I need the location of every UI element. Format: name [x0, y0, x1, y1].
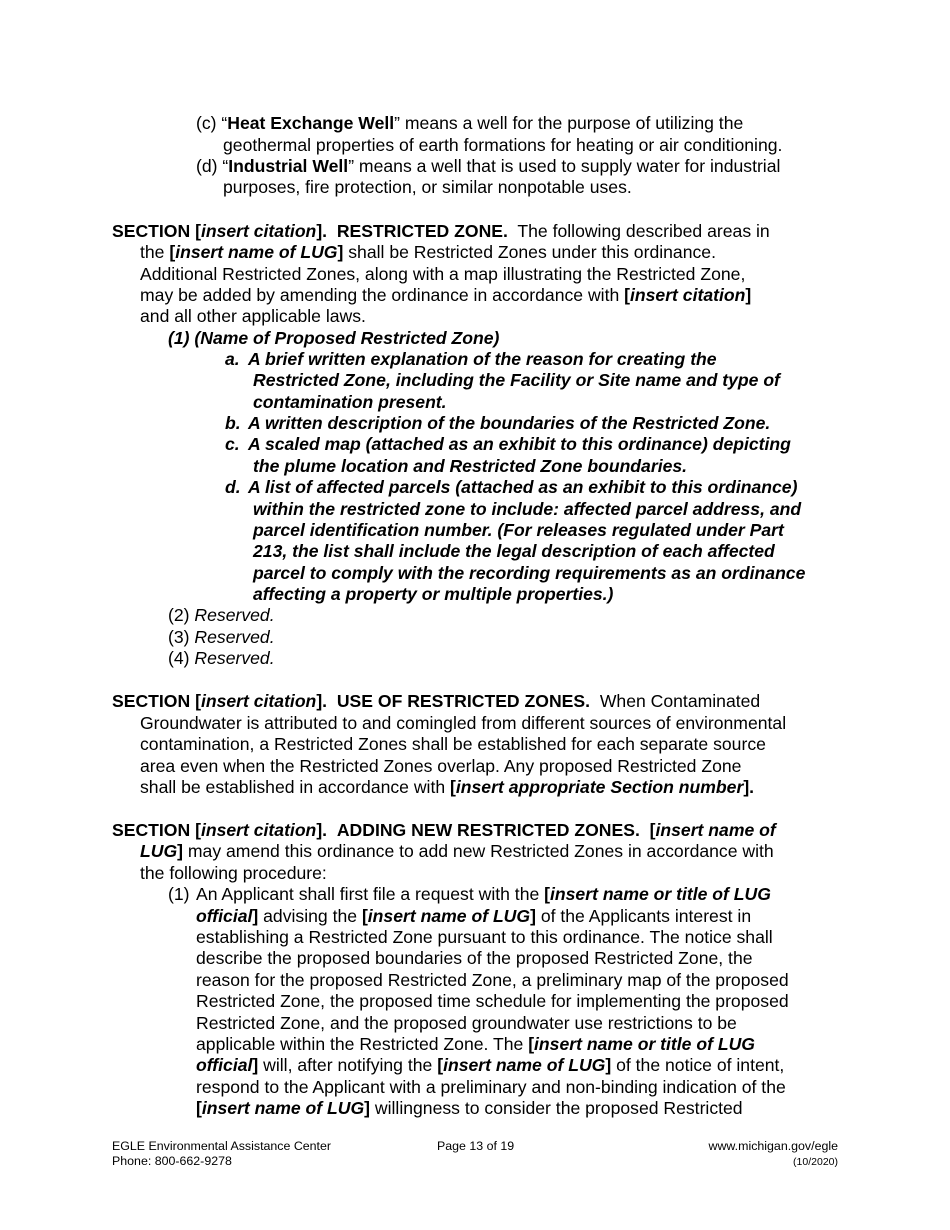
- section-use-zones-line-4: area even when the Restricted Zones overlap. Any proposed Restricted Zone: [140, 756, 742, 776]
- sub-item-a-line-3: contamination present.: [253, 392, 447, 412]
- sub-item-d-line-4: 213, the list shall include the legal description of each affected: [253, 541, 775, 561]
- sub-item-a-line-2: Restricted Zone, including the Facility or Site name and type of: [253, 370, 780, 390]
- section-restricted-zone-heading: SECTION [insert citation]. RESTRICTED ZONE. The following described areas in: [112, 221, 770, 241]
- procedure-item-1-line-5: reason for the proposed Restricted Zone, a preliminary map of the proposed: [196, 970, 789, 990]
- footer-website-link[interactable]: www.michigan.gov/egle: [708, 1139, 838, 1153]
- sub-item-d-line-1: A list of affected parcels (attached as an exhibit to this ordinance): [248, 477, 798, 497]
- sub-item-c-line-1: A scaled map (attached as an exhibit to this ordinance) depicting: [248, 434, 791, 454]
- reserved-item-3: (3) Reserved.: [168, 627, 275, 647]
- section-use-zones-line-5: shall be established in accordance with [insert appropriate Section number].: [140, 777, 755, 797]
- sub-item-b-label: b.: [225, 413, 241, 433]
- procedure-item-1-line-11: [insert name of LUG] willingness to consider the proposed Restricted: [196, 1098, 743, 1118]
- footer-organization: EGLE Environmental Assistance Center: [112, 1139, 332, 1153]
- reserved-item-4: (4) Reserved.: [168, 648, 275, 668]
- procedure-item-1-line-2: official] advising the [insert name of LUG] of the Applicants interest in: [196, 906, 752, 926]
- procedure-item-1-line-4: describe the proposed boundaries of the proposed Restricted Zone, the: [196, 948, 753, 968]
- sub-item-d-line-5: parcel to comply with the recording requirements as an ordinance: [253, 563, 806, 583]
- section-adding-zones-line-2: LUG] may amend this ordinance to add new Restricted Zones in accordance with: [140, 841, 774, 861]
- sub-item-a-line-1: A brief written explanation of the reason for creating the: [248, 349, 717, 369]
- section-use-zones-line-2: Groundwater is attributed to and comingled from different sources of environmental: [140, 713, 787, 733]
- proposed-zone-heading: (1) (Name of Proposed Restricted Zone): [168, 328, 500, 348]
- section-restricted-zone-line-4: may be added by amending the ordinance in accordance with [insert citation]: [140, 285, 752, 305]
- procedure-item-1-number: (1): [168, 884, 190, 904]
- section-use-zones-line-3: contamination, a Restricted Zones shall be established for each separate source: [140, 734, 766, 754]
- procedure-item-1-line-8: applicable within the Restricted Zone. The [insert name or title of LUG: [196, 1034, 755, 1054]
- definition-c-line-2: geothermal properties of earth formations for heating or air conditioning.: [223, 135, 783, 155]
- definition-c-line-1: (c) “Heat Exchange Well” means a well for the purpose of utilizing the: [196, 113, 744, 133]
- procedure-item-1-line-6: Restricted Zone, the proposed time schedule for implementing the proposed: [196, 991, 789, 1011]
- sub-item-a-label: a.: [225, 349, 240, 369]
- section-adding-zones-line-3: the following procedure:: [140, 863, 327, 883]
- section-use-zones-heading: SECTION [insert citation]. USE OF RESTRICTED ZONES. When Contaminated: [112, 691, 761, 711]
- procedure-item-1-line-10: respond to the Applicant with a preliminary and non-binding indication of the: [196, 1077, 786, 1097]
- definition-d-line-1: (d) “Industrial Well” means a well that is used to supply water for industrial: [196, 156, 781, 176]
- sub-item-c-line-2: the plume location and Restricted Zone boundaries.: [253, 456, 688, 476]
- reserved-item-2: (2) Reserved.: [168, 605, 275, 625]
- sub-item-d-line-2: within the restricted zone to include: affected parcel address, and: [253, 499, 802, 519]
- sub-item-d-line-3: parcel identification number. (For releases regulated under Part: [253, 520, 784, 540]
- sub-item-b-line-1: A written description of the boundaries of the Restricted Zone.: [248, 413, 771, 433]
- sub-item-c-label: c.: [225, 434, 240, 454]
- definition-d-line-2: purposes, fire protection, or similar nonpotable uses.: [223, 177, 632, 197]
- procedure-item-1-line-9: official] will, after notifying the [insert name of LUG] of the notice of intent,: [196, 1055, 785, 1075]
- procedure-item-1-line-7: Restricted Zone, and the proposed groundwater use restrictions to be: [196, 1013, 737, 1033]
- section-restricted-zone-line-2: the [insert name of LUG] shall be Restricted Zones under this ordinance.: [140, 242, 716, 262]
- section-restricted-zone-line-3: Additional Restricted Zones, along with a map illustrating the Restricted Zone,: [140, 264, 746, 284]
- procedure-item-1-line-1: An Applicant shall first file a request with the [insert name or title of LUG: [196, 884, 771, 904]
- footer-phone: Phone: 800-662-9278: [112, 1154, 232, 1168]
- footer-revision-date: (10/2020): [793, 1156, 838, 1168]
- procedure-item-1-line-3: establishing a Restricted Zone pursuant to this ordinance. The notice shall: [196, 927, 773, 947]
- section-restricted-zone-line-5: and all other applicable laws.: [140, 306, 366, 326]
- footer-page-number: Page 13 of 19: [437, 1139, 515, 1153]
- sub-item-d-line-6: affecting a property or multiple properties.): [253, 584, 614, 604]
- sub-item-d-label: d.: [225, 477, 241, 497]
- section-adding-zones-heading: SECTION [insert citation]. ADDING NEW RESTRICTED ZONES. [insert name of: [112, 820, 776, 840]
